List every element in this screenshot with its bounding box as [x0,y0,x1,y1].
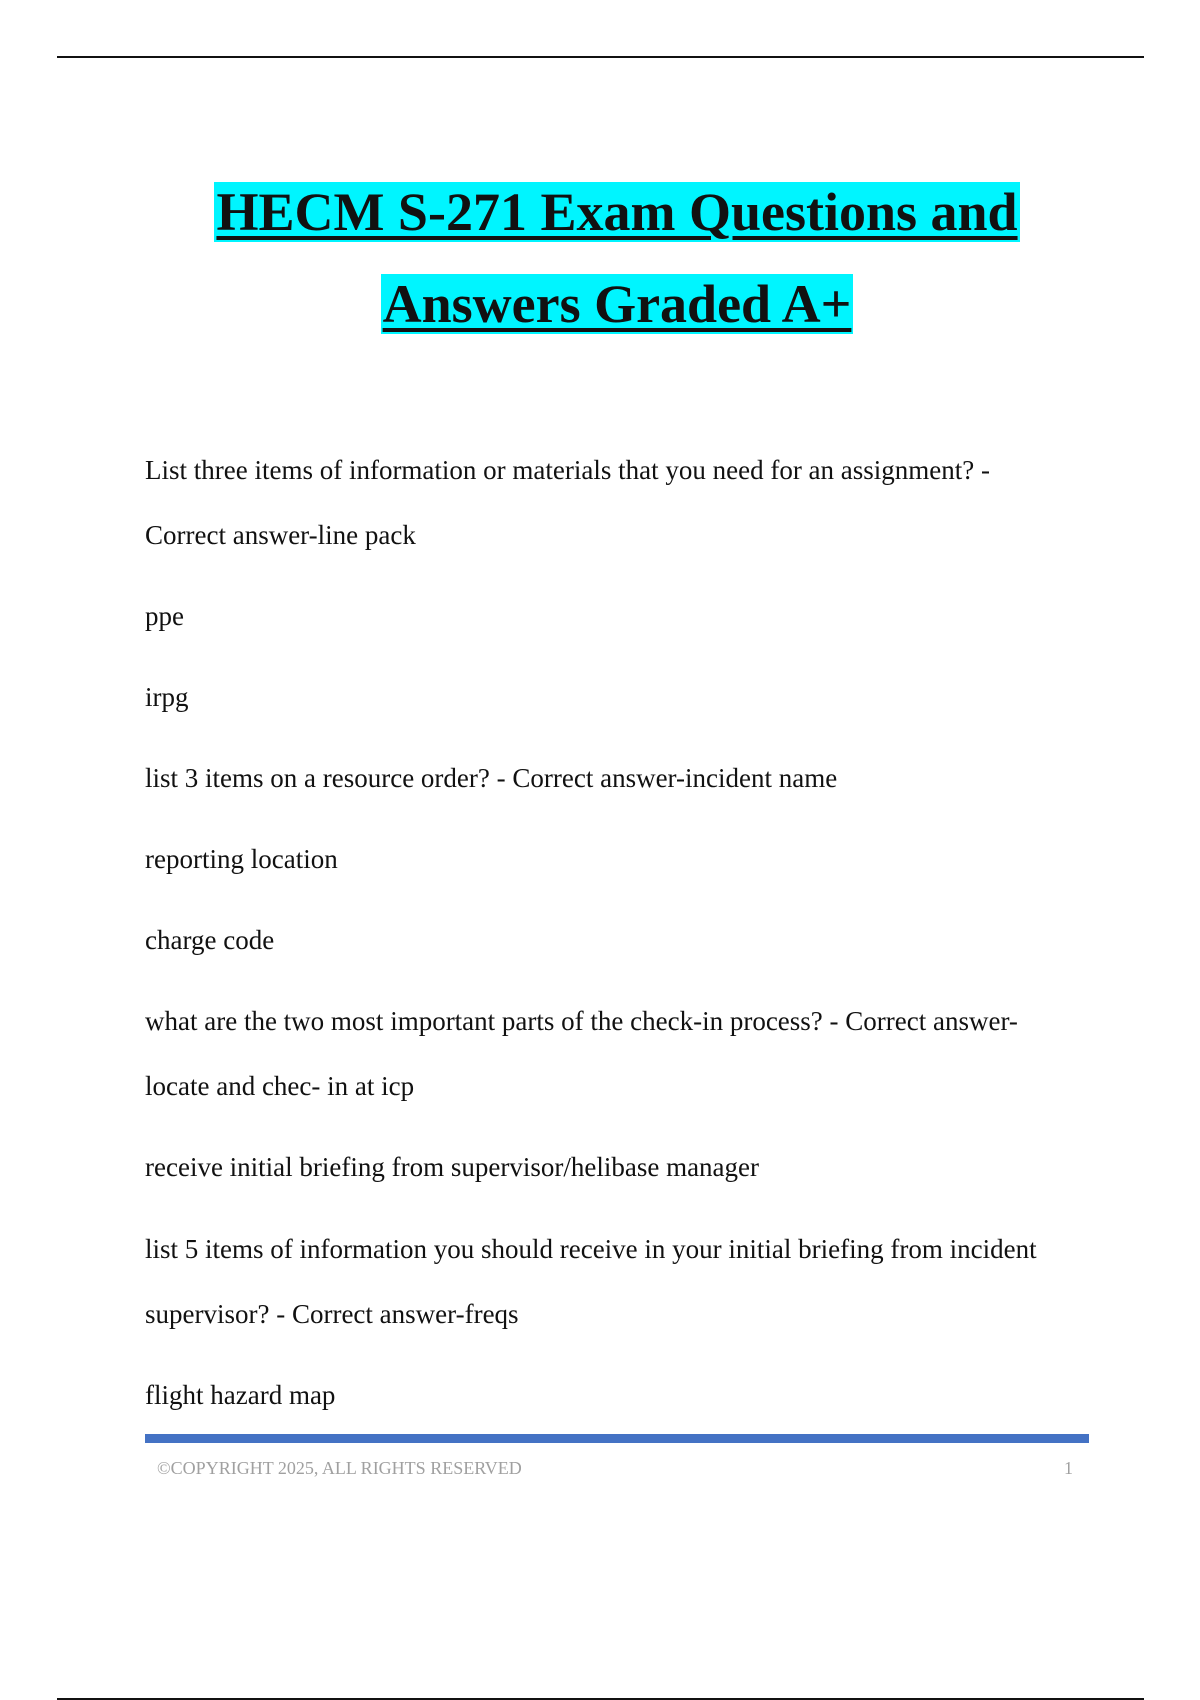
title-text-2: Answers Graded A+ [382,274,852,334]
answer-2-item-2: reporting location [145,844,338,874]
answer-1-item-2: ppe [145,601,184,631]
answer-2-item-3: charge code [145,925,275,955]
answer-4-item-2: flight hazard map [145,1380,336,1410]
page-number: 1 [1064,1458,1073,1478]
question-4-line-1: list 5 items of information you should receive in your initial briefing from incident [145,1234,1037,1264]
document-title-line-1 [0,182,1200,242]
top-rule [57,56,1144,58]
footer-copyright: ©COPYRIGHT 2025, ALL RIGHTS RESERVED [157,1458,522,1478]
title-text-1: HECM S-271 Exam Questions and [216,182,1018,242]
footer-divider [145,1434,1089,1443]
answer-3-item-2: receive initial briefing from supervisor/helibase manager [145,1152,760,1182]
question-3-line-1: what are the two most important parts of the check-in process? - Correct answer- [145,1006,1018,1036]
question-2: list 3 items on a resource order? - Correct answer-incident name [145,763,838,793]
question-3-line-2: locate and chec- in at icp [145,1071,415,1101]
document-title-line-2 [0,274,1200,334]
question-1-line-2: Correct answer-line pack [145,520,416,550]
question-4-line-2: supervisor? - Correct answer-freqs [145,1299,519,1329]
question-1-line-1: List three items of information or materials that you need for an assignment? - [145,455,991,485]
answer-1-item-3: irpg [145,682,189,712]
